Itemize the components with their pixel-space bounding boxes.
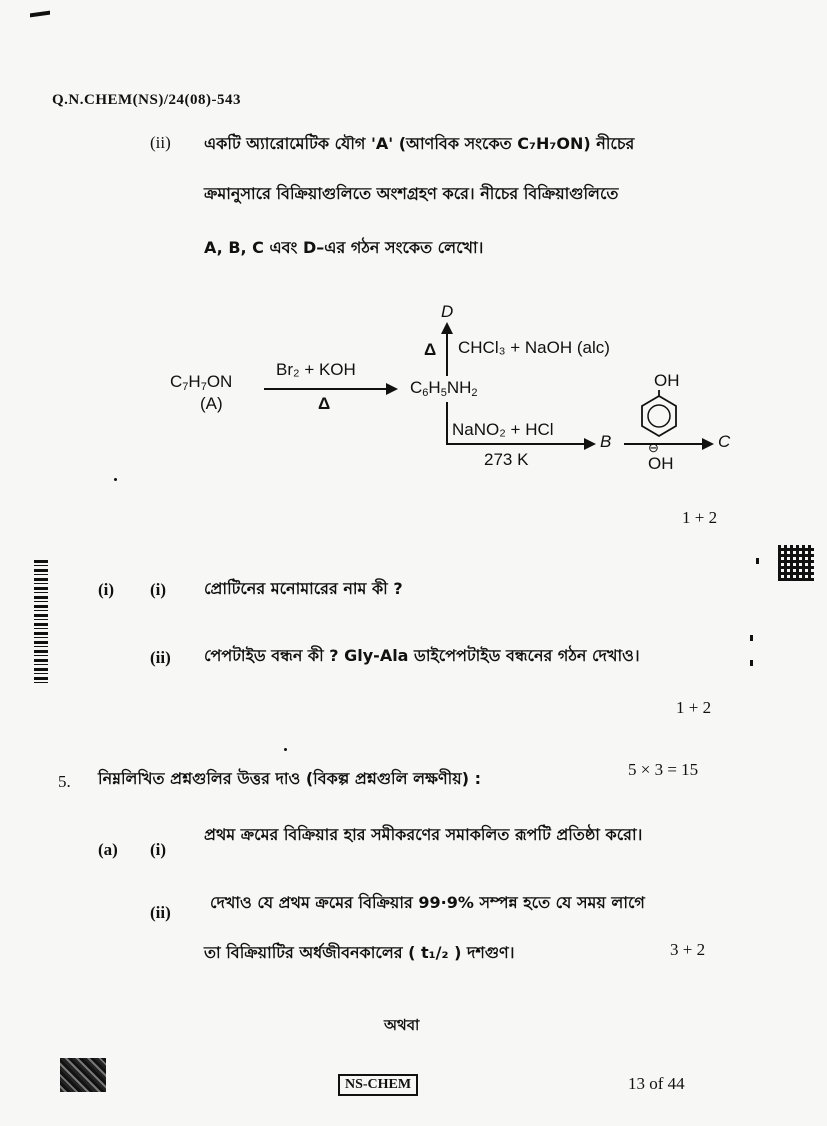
arrow-right-2 xyxy=(446,443,586,445)
q-ii-line-3: A, B, C এবং D–এর গঠন সংকেত লেখো। xyxy=(204,238,484,257)
or-text: অথবা xyxy=(384,1016,420,1034)
aniline-formula: $C_6H_5NH_2$ xyxy=(410,378,478,399)
q-ii-line-2: ক্রমানুসারে বিক্রিয়াগুলিতে অংশগ্রহণ করে। নীচের বিক্রিয়াগুলিতে xyxy=(204,184,619,203)
right-tick-2 xyxy=(750,660,753,666)
arrow-up-head xyxy=(441,322,453,334)
reagent-down-bottom: 273 K xyxy=(484,450,529,469)
footer-subject-code: NS-CHEM xyxy=(338,1074,418,1096)
qr-tick xyxy=(756,558,759,564)
reactant-formula: $C_7H_7ON$ xyxy=(170,372,233,393)
phenol-charge: ⊖ xyxy=(648,440,659,455)
left-barcode xyxy=(34,560,48,686)
q4-i-label: (i) xyxy=(150,580,167,599)
bottom-left-stamp xyxy=(60,1058,106,1092)
phenol-bottom-oh: OH xyxy=(648,454,674,473)
arrow-1-head xyxy=(386,383,398,395)
intermediate-B: B xyxy=(600,432,612,451)
reaction-scheme xyxy=(0,0,827,500)
q5-a-i-label: (i) xyxy=(150,840,167,859)
stray-dot-2 xyxy=(284,748,287,751)
benzene-ring-icon xyxy=(634,390,684,440)
q5-a-ii-text-2: তা বিক্রিয়াটির অর্ধজীবনকালের ( t₁/₂ ) দশগুণ। xyxy=(204,943,515,962)
product-D: D xyxy=(441,302,454,321)
q4-ii-text: পেপটাইড বন্ধন কী ? Gly-Ala ডাইপেপটাইড বন্ধনের গঠন দেখাও। xyxy=(204,646,640,665)
page-number: 13 of 44 xyxy=(628,1074,685,1093)
phenol-top-oh: OH xyxy=(654,371,680,390)
reactant-label: (A) xyxy=(200,394,223,413)
q-ii-label: (ii) xyxy=(150,133,171,152)
arrow-down-shaft xyxy=(446,402,448,444)
reagent-1-top: Br₂ + KOH xyxy=(276,360,356,379)
right-tick-1 xyxy=(750,635,753,641)
stray-dot xyxy=(114,478,117,481)
q5-marks: 5 × 3 = 15 xyxy=(628,760,699,779)
arrow-right-3 xyxy=(624,443,704,445)
q5-number: 5. xyxy=(58,772,71,791)
q4-ii-label: (ii) xyxy=(150,648,171,667)
reagent-up: CHCl₃ + NaOH (alc) xyxy=(458,338,610,357)
reagent-up-delta: Δ xyxy=(424,340,437,359)
q5-a-ii-label: (ii) xyxy=(150,903,171,922)
product-C: C xyxy=(718,432,731,451)
q4-outer-label: (i) xyxy=(98,580,115,599)
q5-instruction: নিম্নলিখিত প্রশ্নগুলির উত্তর দাও (বিকল্প প্রশ্নগুলি লক্ষণীয়) : xyxy=(98,769,481,788)
reagent-1-bottom: Δ xyxy=(318,394,331,413)
q5-a-marks: 3 + 2 xyxy=(670,940,706,959)
arrow-up-shaft xyxy=(446,330,448,376)
q-ii-line-1: একটি অ্যারোমেটিক যৌগ 'A' (আণবিক সংকেত C₇H₇ON) নীচের xyxy=(204,134,635,153)
q4-i-text: প্রোটিনের মনোমারের নাম কী ? xyxy=(204,579,403,598)
q4-marks: 1 + 2 xyxy=(676,698,712,717)
qr-code-icon xyxy=(778,545,814,581)
arrow-1 xyxy=(264,388,390,390)
marks-q-ii: 1 + 2 xyxy=(682,508,718,527)
question-paper-code: Q.N.CHEM(NS)/24(08)-543 xyxy=(52,92,241,108)
q5-a-label: (a) xyxy=(98,840,118,859)
arrow-right-2-head xyxy=(584,438,596,450)
arrow-right-3-head xyxy=(702,438,714,450)
q5-a-i-text: প্রথম ক্রমের বিক্রিয়ার হার সমীকরণের সমাকলিত রূপটি প্রতিষ্ঠা করো। xyxy=(204,825,643,844)
reagent-down-top: NaNO₂ + HCl xyxy=(452,420,554,439)
q5-a-ii-text-1: দেখাও যে প্রথম ক্রমের বিক্রিয়ার 99·9% সম্পন্ন হতে যে সময় লাগে xyxy=(210,893,645,912)
